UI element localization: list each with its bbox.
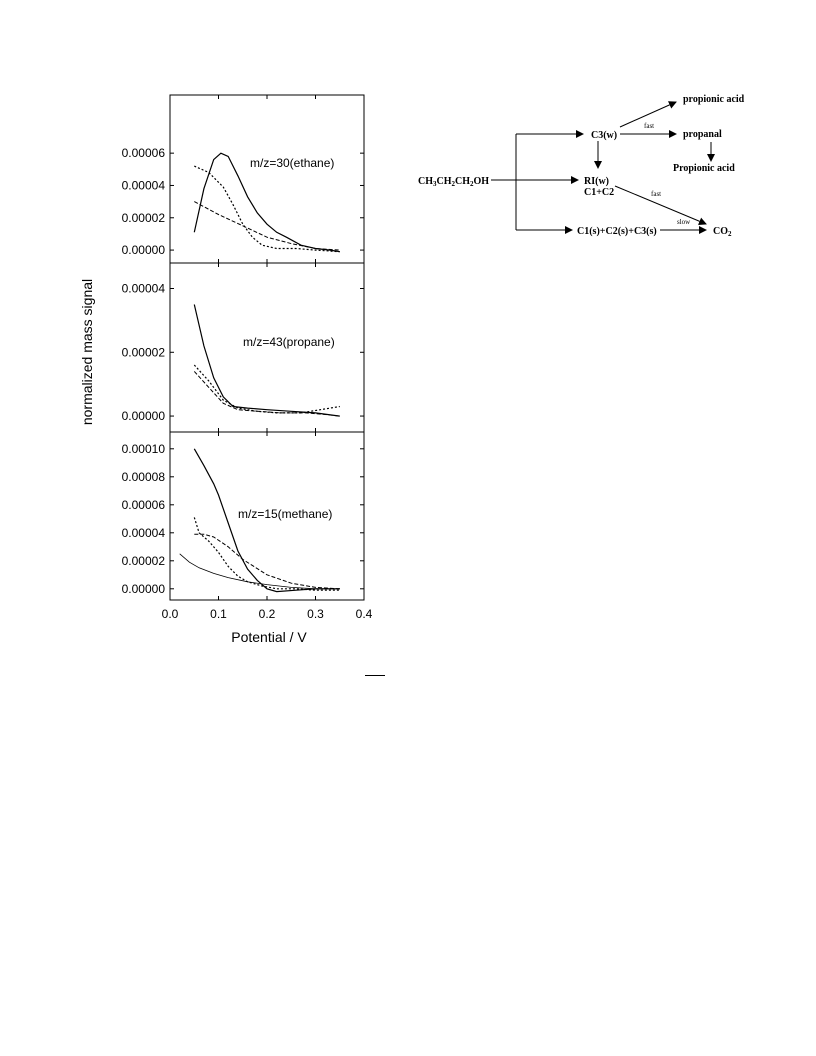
slow-label: slow xyxy=(677,218,691,226)
y-tick-label: 0.00002 xyxy=(121,345,165,360)
y-tick-label: 0.00004 xyxy=(121,525,165,540)
series-line-dotted xyxy=(194,517,339,590)
y-axis-title: normalized mass signal xyxy=(79,278,95,426)
y-tick-label: 0.00004 xyxy=(121,178,165,193)
y-tick-label: 0.00006 xyxy=(121,146,165,161)
panel-frame xyxy=(170,95,364,263)
propionic-acid-bottom-label: Propionic acid xyxy=(673,163,735,174)
fast-label-1: fast xyxy=(644,122,655,130)
co2-label: $CO_2$ xyxy=(713,226,732,238)
panel-label: m/z=43(propane) xyxy=(243,335,335,349)
x-tick-label: 0.3 xyxy=(307,607,324,621)
y-tick-label: 0.00000 xyxy=(121,581,165,596)
series-line-dotted xyxy=(194,166,339,252)
y-tick-label: 0.00002 xyxy=(121,553,165,568)
page-mark xyxy=(365,675,385,676)
x-tick-label: 0.0 xyxy=(161,607,179,621)
y-tick-label: 0.00008 xyxy=(121,469,165,484)
chart-panel-1 xyxy=(122,95,364,263)
x-axis-title: Potential / V xyxy=(231,629,307,645)
y-tick-label: 0.00000 xyxy=(121,243,165,258)
c3w-label: C3(w) xyxy=(591,130,618,141)
series-line-thin-solid xyxy=(180,554,340,589)
x-tick-label: 0.2 xyxy=(258,607,276,621)
x-tick-label: 0.1 xyxy=(210,607,227,621)
ri-label: RI(w) xyxy=(584,176,609,187)
y-tick-label: 0.00000 xyxy=(121,409,165,424)
reaction-scheme xyxy=(418,94,745,238)
propionic-acid-top-label: propionic acid xyxy=(683,94,745,105)
y-tick-label: 0.00004 xyxy=(121,281,165,296)
y-tick-label: 0.00006 xyxy=(121,497,165,512)
propanal-label: propanal xyxy=(683,129,722,140)
series-line-dashed xyxy=(194,202,339,251)
adsorbed-species-label: C1(s)+C2(s)+C3(s) xyxy=(577,226,657,237)
series-line-dotted xyxy=(194,365,339,413)
series-line-solid xyxy=(194,305,339,417)
y-tick-label: 0.00010 xyxy=(121,441,165,456)
fast-label-2: fast xyxy=(651,190,662,198)
x-tick-label: 0.4 xyxy=(355,607,373,621)
panel-label: m/z=15(methane) xyxy=(238,507,333,521)
chart-panel-2 xyxy=(122,263,364,432)
reactant-label: $CH_3CH_2CH_2OH$ xyxy=(418,176,490,188)
panel-label: m/z=30(ethane) xyxy=(250,156,335,170)
c1c2-label: C1+C2 xyxy=(584,187,615,198)
y-tick-label: 0.00002 xyxy=(121,210,165,225)
stacked-line-charts xyxy=(122,95,373,645)
series-line-dashed xyxy=(194,534,339,589)
chart-panel-3 xyxy=(122,432,373,645)
